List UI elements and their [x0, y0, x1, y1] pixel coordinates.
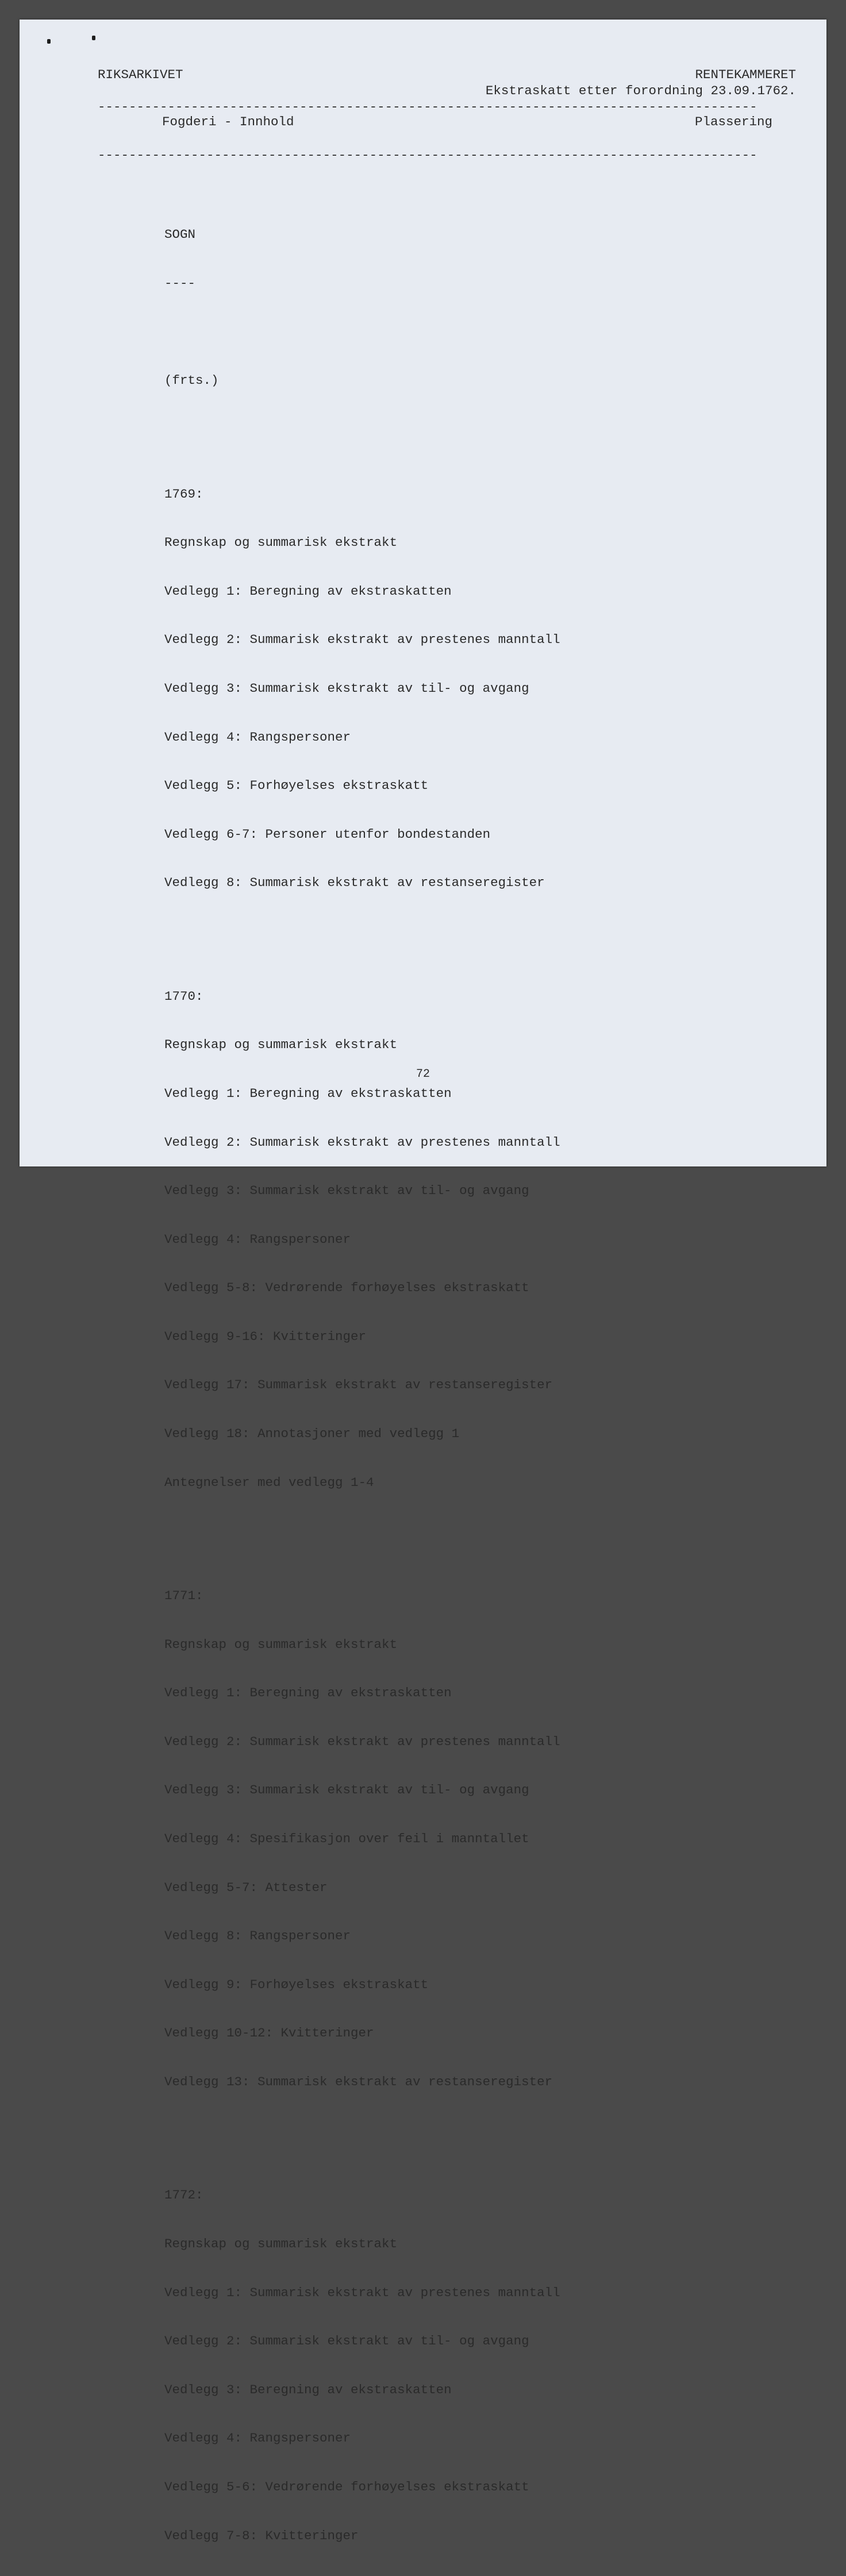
- list-item: Regnskap og summarisk ekstrakt: [164, 1637, 398, 1652]
- list-item: Antegnelser med vedlegg 1-4: [164, 1474, 374, 1490]
- year-heading: 1769:: [164, 486, 203, 502]
- list-item: Vedlegg 1: Beregning av ekstraskatten: [164, 1685, 452, 1701]
- list-item: Vedlegg 18: Annotasjoner med vedlegg 1: [164, 1426, 460, 1442]
- list-item: Vedlegg 1: Summarisk ekstrakt av prestenes manntall: [164, 2285, 560, 2300]
- archive-name: RIKSARKIVET: [98, 67, 183, 82]
- column-heading-content: Fogderi - Innhold: [162, 114, 294, 129]
- list-item: Vedlegg 4: Rangspersoner: [164, 729, 351, 745]
- list-item: Vedlegg 3: Summarisk ekstrakt av til- og avgang: [164, 680, 529, 696]
- department-name: RENTEKAMMERET: [695, 67, 796, 82]
- list-item: Regnskap og summarisk ekstrakt: [164, 1037, 398, 1053]
- list-item: Vedlegg 5-8: Vedrørende forhøyelses ekstraskatt: [164, 1280, 529, 1296]
- page-number: 72: [416, 1068, 430, 1081]
- list-item: Vedlegg 8: Rangspersoner: [164, 1928, 351, 1944]
- list-item: Vedlegg 4: Rangspersoner: [164, 1231, 351, 1247]
- document-page: [20, 20, 826, 2543]
- list-item: Vedlegg 9-16: Kvitteringer: [164, 1329, 367, 1344]
- list-item: Vedlegg 5: Forhøyelses ekstraskatt: [164, 778, 429, 794]
- content-listing: [164, 194, 560, 2576]
- list-item: Vedlegg 3: Summarisk ekstrakt av til- og avgang: [164, 1782, 529, 1798]
- list-item: Vedlegg 2: Summarisk ekstrakt av prestenes manntall: [164, 632, 560, 648]
- list-item: Vedlegg 2: Summarisk ekstrakt av prestenes manntall: [164, 1734, 560, 1749]
- list-item: Regnskap og summarisk ekstrakt: [164, 535, 398, 550]
- header-rule-bottom: -------------------------------------------------------------------------------------: [98, 148, 757, 163]
- list-item: Vedlegg 4: Rangspersoner: [164, 2431, 351, 2446]
- list-item: Vedlegg 8: Summarisk ekstrakt av restanseregister: [164, 875, 545, 891]
- column-heading-location: Plassering: [694, 114, 772, 129]
- year-heading: 1770:: [164, 988, 203, 1004]
- list-item: Vedlegg 10-12: Kvitteringer: [164, 2026, 374, 2041]
- list-item: Vedlegg 3: Summarisk ekstrakt av til- og avgang: [164, 1183, 529, 1199]
- list-item: Regnskap og summarisk ekstrakt: [164, 2236, 398, 2251]
- list-item: Vedlegg 3: Beregning av ekstraskatten: [164, 2382, 452, 2397]
- list-item: Vedlegg 2: Summarisk ekstrakt av til- og avgang: [164, 2334, 529, 2349]
- list-item: Vedlegg 1: Beregning av ekstraskatten: [164, 583, 452, 599]
- continued-note: (frts.): [164, 373, 219, 388]
- list-item: Vedlegg 6-7: Personer utenfor bondestanden: [164, 826, 491, 842]
- list-item: Vedlegg 9: Forhøyelses ekstraskatt: [164, 1977, 429, 1992]
- list-item: Vedlegg 1: Beregning av ekstraskatten: [164, 1085, 452, 1101]
- punch-hole-mark: [47, 39, 51, 44]
- document-subtitle: Ekstraskatt etter forordning 23.09.1762.: [485, 83, 796, 98]
- list-item: Vedlegg 13: Summarisk ekstrakt av restanseregister: [164, 2074, 553, 2089]
- year-heading: 1772:: [164, 2188, 203, 2203]
- list-item: Vedlegg 17: Summarisk ekstrakt av restanseregister: [164, 1377, 553, 1393]
- list-item: Vedlegg 2: Summarisk ekstrakt av prestenes manntall: [164, 1134, 560, 1150]
- list-item: Vedlegg 7-8: Kvitteringer: [164, 2528, 359, 2543]
- list-item: Vedlegg 5-7: Attester: [164, 1880, 328, 1895]
- list-item: Vedlegg 4: Spesifikasjon over feil i manntallet: [164, 1831, 529, 1847]
- list-item: Vedlegg 5-6: Vedrørende forhøyelses ekstraskatt: [164, 2479, 529, 2494]
- header-rule-top: -------------------------------------------------------------------------------------: [98, 99, 757, 114]
- punch-hole-mark: [92, 36, 95, 40]
- section-title: SOGN: [164, 227, 196, 242]
- section-underline: ----: [164, 276, 196, 291]
- year-heading: 1771:: [164, 1588, 203, 1604]
